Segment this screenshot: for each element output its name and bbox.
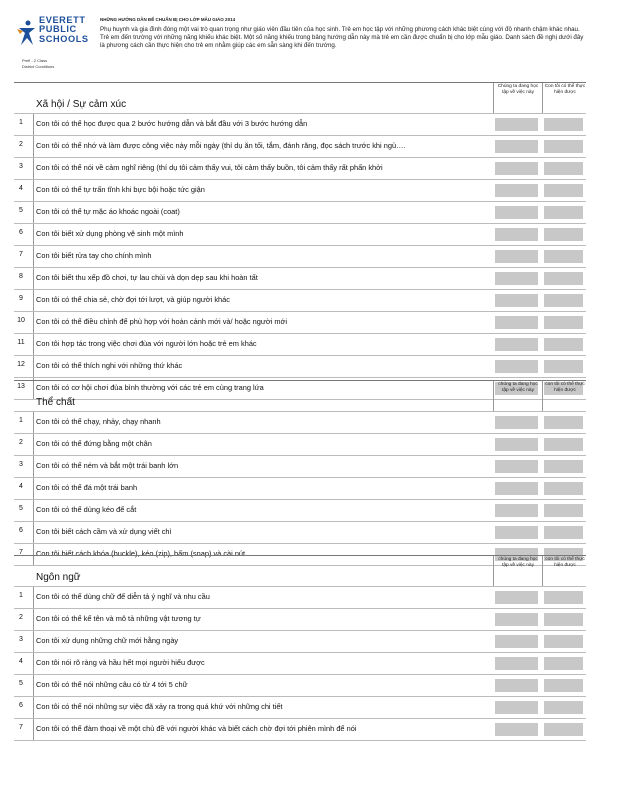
checklist-row (14, 355, 586, 377)
checklist-section (14, 555, 586, 741)
checklist-row (14, 586, 586, 608)
can-do-checkbox[interactable] (544, 591, 583, 604)
section-header (14, 555, 586, 586)
row-number: 9 (19, 295, 23, 302)
checklist-row (14, 113, 586, 135)
learning-checkbox[interactable] (495, 723, 538, 736)
can-do-checkbox[interactable] (544, 460, 583, 473)
row-number: 6 (19, 702, 23, 709)
section-header (14, 82, 586, 113)
learning-checkbox[interactable] (495, 184, 538, 197)
checklist-row (14, 696, 586, 718)
learning-checkbox[interactable] (495, 416, 538, 429)
row-text: Con tôi biết thu xếp đồ chơi, tự lau chùi và dọn dẹp sau khi hoàn tất (36, 273, 258, 282)
can-do-checkbox[interactable] (544, 206, 583, 219)
learning-checkbox[interactable] (495, 504, 538, 517)
row-text: Con tôi có thể nhớ và làm được công việc này mỗi ngày (thí dụ ăn tối, tắm, đánh răng, đọc sách trước khi ngủ…. (36, 141, 406, 150)
row-text: Con tôi có thể tự trấn tĩnh khi bực bội hoặc tức giận (36, 185, 205, 194)
can-do-checkbox[interactable] (544, 416, 583, 429)
row-number: 3 (19, 461, 23, 468)
checklist-row (14, 652, 586, 674)
row-number: 2 (19, 439, 23, 446)
logo-caption-1: Prefl - 2 Class (22, 58, 48, 63)
learning-checkbox[interactable] (495, 272, 538, 285)
row-number: 2 (19, 141, 23, 148)
checklist-row (14, 718, 586, 741)
row-text: Con tôi có thể đàm thoại về một chủ đề với người khác và biết cách chờ đợi tới phiên mình để nói (36, 724, 357, 733)
learning-checkbox[interactable] (495, 482, 538, 495)
checklist-row (14, 289, 586, 311)
can-do-checkbox[interactable] (544, 140, 583, 153)
learning-checkbox[interactable] (495, 635, 538, 648)
checklist-row (14, 499, 586, 521)
learning-checkbox[interactable] (495, 679, 538, 692)
row-number: 3 (19, 636, 23, 643)
can-do-checkbox[interactable] (544, 162, 583, 175)
row-text: Con tôi có thể đá một trái banh (36, 483, 138, 492)
row-text: Con tôi có thể đứng bằng một chân (36, 439, 152, 448)
star-figure-icon (17, 20, 37, 46)
row-text: Con tôi có thể điều chỉnh để phù hợp với hoàn cảnh mới và/ hoặc người mới (36, 317, 288, 326)
column-header-can-do: con tôi có thể thực hiện được (545, 382, 585, 393)
can-do-checkbox[interactable] (544, 438, 583, 451)
learning-checkbox[interactable] (495, 438, 538, 451)
row-number: 1 (19, 592, 23, 599)
learning-checkbox[interactable] (495, 250, 538, 263)
learning-checkbox[interactable] (495, 360, 538, 373)
can-do-checkbox[interactable] (544, 657, 583, 670)
row-number: 4 (19, 185, 23, 192)
logo-line-3: SCHOOLS (39, 33, 89, 44)
logo-text (39, 16, 89, 44)
row-number: 11 (17, 339, 25, 346)
learning-checkbox[interactable] (495, 140, 538, 153)
checklist-row (14, 411, 586, 433)
row-number: 7 (19, 549, 23, 556)
can-do-checkbox[interactable] (544, 723, 583, 736)
row-number: 1 (19, 417, 23, 424)
can-do-checkbox[interactable] (544, 118, 583, 131)
checklist-row (14, 608, 586, 630)
can-do-checkbox[interactable] (544, 294, 583, 307)
row-text: Con tôi có thể tự mặc áo khoác ngoài (coat) (36, 207, 180, 216)
checklist-row (14, 135, 586, 157)
can-do-checkbox[interactable] (544, 701, 583, 714)
row-text: Con tôi nói rõ ràng và hầu hết mọi người hiểu được (36, 658, 205, 667)
row-number: 6 (19, 229, 23, 236)
checklist-row (14, 311, 586, 333)
checklist-row (14, 674, 586, 696)
checklist-row (14, 477, 586, 499)
learning-checkbox[interactable] (495, 591, 538, 604)
checklist-section (14, 380, 586, 566)
row-number: 4 (19, 483, 23, 490)
row-text: Con tôi có thể dùng kéo để cắt (36, 505, 137, 514)
can-do-checkbox[interactable] (544, 526, 583, 539)
checklist-row (14, 630, 586, 652)
row-text: Con tôi xử dụng những chữ mới hằng ngày (36, 636, 179, 645)
row-number: 5 (19, 680, 23, 687)
learning-checkbox[interactable] (495, 294, 538, 307)
learning-checkbox[interactable] (495, 657, 538, 670)
row-number: 13 (17, 383, 25, 390)
logo-line-2: PUBLIC (39, 24, 77, 35)
can-do-checkbox[interactable] (544, 184, 583, 197)
row-text: Con tôi biết cách khóa (buckle), kéo (zip), bấm (snap) và cài nút (36, 549, 246, 558)
can-do-checkbox[interactable] (544, 228, 583, 241)
row-text: Con tôi có thể thích nghi với những thứ khác (36, 361, 183, 370)
learning-checkbox[interactable] (495, 526, 538, 539)
checklist-row (14, 521, 586, 543)
learning-checkbox[interactable] (495, 338, 538, 351)
row-number: 6 (19, 527, 23, 534)
can-do-checkbox[interactable] (544, 613, 583, 626)
row-number: 4 (19, 658, 23, 665)
checklist-row (14, 157, 586, 179)
row-number: 7 (19, 724, 23, 731)
checklist-row (14, 223, 586, 245)
checklist-row (14, 201, 586, 223)
row-text: Con tôi hợp tác trong việc chơi đùa với người lớn hoặc trẻ em khác (36, 339, 257, 348)
checklist-row (14, 333, 586, 355)
learning-checkbox[interactable] (495, 701, 538, 714)
row-number: 10 (17, 317, 25, 324)
row-number: 5 (19, 505, 23, 512)
row-number: 8 (19, 273, 23, 280)
checklist-row (14, 455, 586, 477)
can-do-checkbox[interactable] (544, 679, 583, 692)
row-text: Con tôi có thể dùng chữ để diễn tả ý nghĩ và nhu cầu (36, 592, 210, 601)
row-text: Con tôi có thể nói những sự việc đã xảy ra trong quá khứ với những chi tiết (36, 702, 283, 711)
logo-line-1: EVERETT (39, 15, 86, 25)
row-text: Con tôi có thể nói những câu có từ 4 tới 5 chữ (36, 680, 188, 689)
row-text: Con tôi có thể chia sẻ, chờ đợi tới lượt, và giúp người khác (36, 295, 230, 304)
section-header (14, 380, 586, 411)
row-text: Con tôi biết cách cầm và xử dụng viết chì (36, 527, 172, 536)
row-number: 3 (19, 163, 23, 170)
row-number: 7 (19, 251, 23, 258)
column-header-can-do: con tôi có thể thực hiện được (545, 557, 585, 568)
checklist-row (14, 179, 586, 201)
checklist-row (14, 245, 586, 267)
checklist-row (14, 433, 586, 455)
row-text: Con tôi có thể ném và bắt một trái banh lớn (36, 461, 179, 470)
school-logo (17, 16, 107, 62)
row-text: Con tôi biết xử dụng phòng vệ sinh một mình (36, 229, 184, 238)
learning-checkbox[interactable] (495, 316, 538, 329)
can-do-checkbox[interactable] (544, 316, 583, 329)
learning-checkbox[interactable] (495, 613, 538, 626)
row-text: Con tôi có thể nói về cảm nghĩ riêng (thí dụ tôi cảm thấy vui, tôi cảm thấy buồn, tôi cảm thấy rất phấn khởi (36, 163, 383, 172)
row-number: 5 (19, 207, 23, 214)
logo-caption-2: District Conditions (22, 64, 55, 69)
can-do-checkbox[interactable] (544, 482, 583, 495)
can-do-checkbox[interactable] (544, 338, 583, 351)
learning-checkbox[interactable] (495, 162, 538, 175)
learning-checkbox[interactable] (495, 228, 538, 241)
checklist-section (14, 82, 586, 400)
column-header-learning: chúng ta đang học tập về việc này (498, 382, 538, 393)
learning-checkbox[interactable] (495, 206, 538, 219)
row-number: 1 (19, 119, 23, 126)
row-number: 2 (19, 614, 23, 621)
intro-paragraph: Phụ huynh và gia đình đóng một vai trò quan trọng như giáo viên đầu tiên của học sinh. Trẻ em học tập với những phương cách khác biệt cùng với độ nhanh chậm khác nhau. Trẻ em đến trường với những năng khiếu khác biệt. Một số năng khiếu trong bảng hướng dẫn này mà trẻ em cần được chuẩn bị cho lớp mẫu giáo. Danh sách đề nghị dưới đây là phương cách cần thực hiện cho trẻ em nhằm giúp các em sẵn sàng khi đến trường. (100, 26, 584, 49)
logo-caption (22, 58, 54, 70)
column-header-can-do: Con tôi có thể thực hiện được (544, 84, 586, 95)
can-do-checkbox[interactable] (544, 272, 583, 285)
column-header-learning: chúng ta đang học tập về việc này (498, 557, 538, 568)
checklist-row (14, 267, 586, 289)
section-title: Ngôn ngữ (36, 572, 81, 583)
column-header-learning: Chúng ta đang học tập về việc này (497, 84, 539, 95)
can-do-checkbox[interactable] (544, 635, 583, 648)
can-do-checkbox[interactable] (544, 504, 583, 517)
section-title: Thể chất (36, 397, 75, 408)
row-text: Con tôi có thể học được qua 2 bước hướng dẫn và bắt đầu với 3 bước hướng dẫn (36, 119, 308, 128)
row-number: 12 (17, 361, 25, 368)
can-do-checkbox[interactable] (544, 250, 583, 263)
row-text: Con tôi có thể chạy, nhảy, chạy nhanh (36, 417, 161, 426)
row-text: Con tôi biết rửa tay cho chính mình (36, 251, 152, 260)
row-text: Con tôi có thể kể tên và mô tả những vật tương tự (36, 614, 201, 623)
row-text: Con tôi có cơ hội chơi đùa bình thường với các trẻ em cùng trang lứa (36, 383, 264, 392)
learning-checkbox[interactable] (495, 460, 538, 473)
section-title: Xã hội / Sự cảm xúc (36, 99, 127, 110)
learning-checkbox[interactable] (495, 118, 538, 131)
can-do-checkbox[interactable] (544, 360, 583, 373)
document-title: NHỮNG HƯỚNG DẪN ĐỂ CHUẨN BỊ CHO LỚP MẪU GIÁO 2014 (100, 17, 236, 22)
